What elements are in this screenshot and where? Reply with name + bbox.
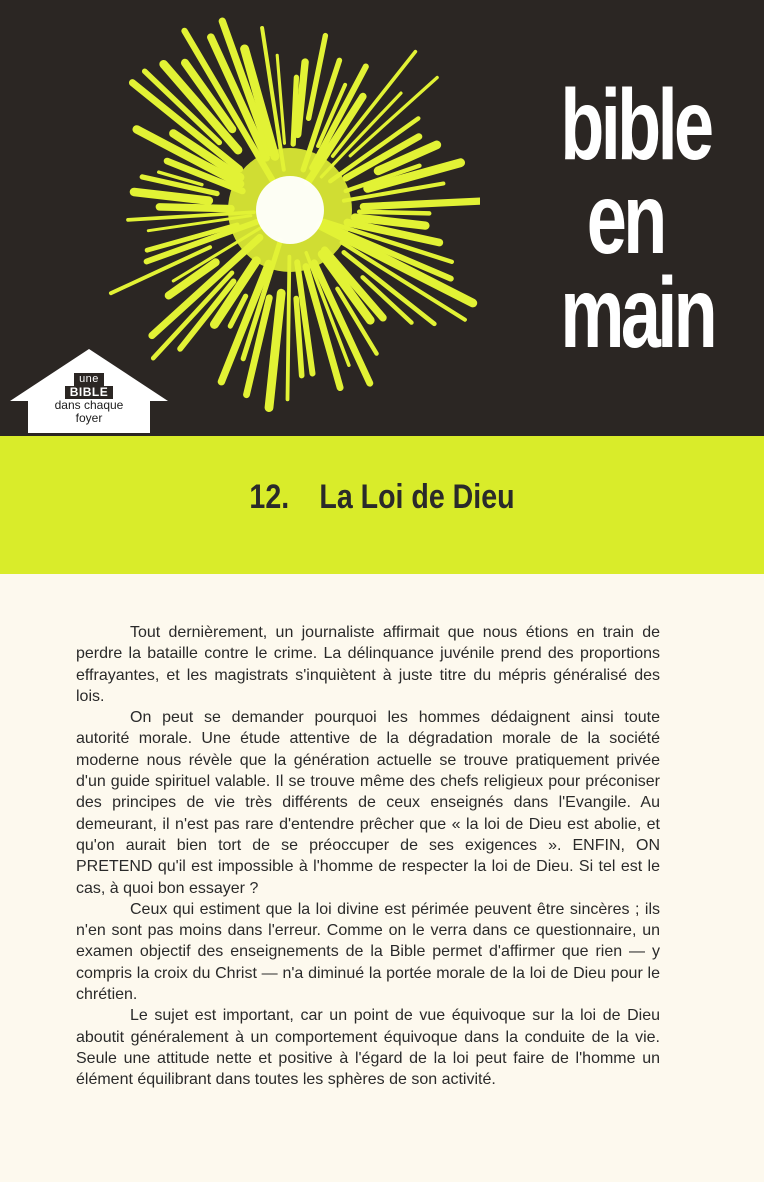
chapter-title: La Loi de Dieu [319,478,515,516]
logo-dans-chaque: dans chaque [54,398,124,412]
paragraph-4: Le sujet est important, car un point de vue équivoque sur la loi de Dieu aboutit généralement à un comportement équivoque dans la conduite de la vie. Seule une attitude nette et positive à l'égard de la loi peut faire de l'homme un élément équilibrant dans toutes les sphères de son activité. [76,1007,660,1089]
magazine-title [560,69,715,369]
cover-header [0,0,764,436]
title-line-bible: bible [560,69,711,181]
intro-text [76,622,660,1091]
logo-bible: BIBLE [65,386,114,399]
logo-une: une [74,373,104,386]
logo-foyer: foyer [75,411,103,425]
chapter-heading [61,478,703,517]
title-line-en: en [586,163,664,275]
paragraph-3: Ceux qui estiment que la loi divine est périmée peuvent être sincères ; ils n'en sont pas moins dans l'erreur. Comme on le verra dans ce questionnaire, un examen objectif des enseignements de la Bible permet d'affirmer que rien — y compris la croix du Christ — n'a diminué la portée morale de la loi de Dieu pour le chrétien. [76,900,660,1004]
logo-text [8,372,170,425]
paragraph-2: On peut se demander pourquoi les hommes dédaignent ainsi toute autorité morale. Une étude attentive de la dégradation morale de la société moderne nous révèle que la génération actuelle se trouve pratiquement privée d'un guide spirituel valable. Il se trouve même des chefs religieux pour préconiser des principes de vie très différents de ceux enseignés dans l'Evangile. Au demeurant, il n'est pas rare d'entendre prêcher que « la loi de Dieu est abolie, et qu'on aurait bien tort de se préoccuper de ses exigences ». ENFIN, ON PRETEND qu'il est impossible à l'homme de respecter la loi de Dieu. Si tel est le cas, à quoi bon essayer ? [76,709,660,897]
chapter-number: 12. [249,478,290,516]
paragraph-1: Tout dernièrement, un journaliste affirmait que nous étions en train de perdre la bataille contre le crime. La délinquance juvénile prend des proportions effrayantes, et les magistrats s'inquiètent à juste titre du mépris généralisé des lois. [76,624,660,705]
title-line-main: main [560,257,715,369]
